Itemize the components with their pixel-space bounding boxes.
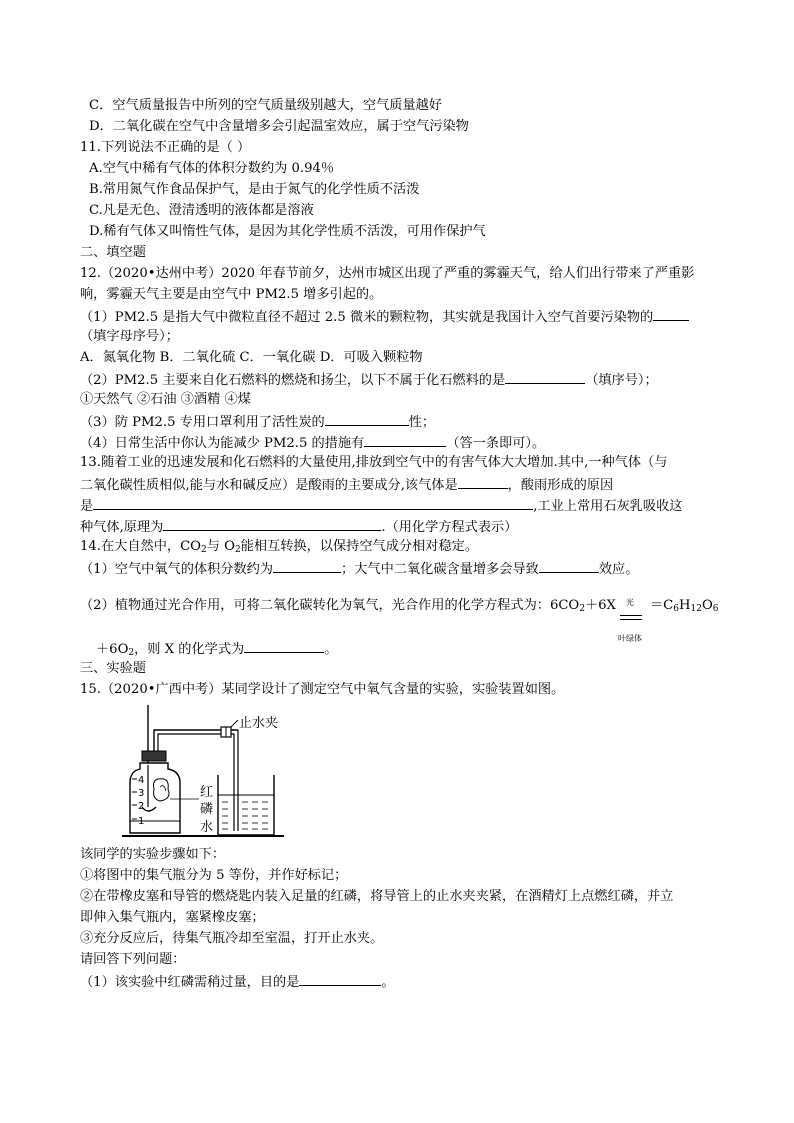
question-12-cont: 响，雾霾天气主要是由空气中 PM2.5 增多引起的。	[80, 287, 383, 302]
answer-blank	[364, 432, 446, 447]
answer-blank	[163, 516, 381, 531]
question-13: 13.随着工业的迅速发展和化石燃料的大量使用,排放到空气中的有害气体大大增加.其中,一种气体（与	[80, 455, 668, 470]
q14-part2-text-2: ＋6X	[584, 598, 616, 613]
q14-part2	[80, 596, 719, 643]
answer-blank	[505, 369, 585, 384]
q13-text-2: ，酸雨形成的原因	[507, 478, 614, 493]
apparatus-figure	[118, 703, 288, 841]
q14-part1-tail: 效应。	[598, 562, 639, 577]
q12-part2	[80, 369, 658, 391]
q14-text-2: 与 O	[206, 539, 235, 554]
clamp-leader-line	[231, 720, 238, 727]
subscript: 12	[690, 604, 702, 614]
question-13-line2	[80, 474, 613, 496]
condition-chlorophyll: 叶绿体	[617, 634, 642, 643]
q14-part2-text-5: O	[701, 598, 713, 613]
question-12: 12.（2020•达州中考）2020 年春节前夕，达州市城区出现了严重的雾霾天气，给人们出行带来了严重影	[80, 266, 695, 281]
q12-options: A．氮氧化物 B．二氧化硫 C．一氧化碳 D．可吸入颗粒物	[80, 350, 423, 365]
q12-part4-tail: （答一条即可）。	[446, 436, 546, 451]
section-fill-blank: 二、填空题	[80, 245, 146, 260]
q14-part2-text-7: ，则 X 的化学式为	[134, 642, 245, 657]
answer-prompt: 请回答下列问题：	[80, 952, 186, 967]
subscript: 2	[128, 648, 135, 658]
q12-part1	[80, 306, 689, 328]
q12-part3	[80, 411, 435, 433]
step-2-cont: 即伸入集气瓶内，塞紧橡皮塞；	[80, 910, 265, 925]
rubber-stopper	[142, 751, 166, 761]
water-dashes	[222, 802, 268, 829]
sub-question-1-text: （1）该实验中红磷需稍过量，目的是	[80, 975, 300, 990]
q11-option-c: C.凡是无色、澄清透明的液体都是溶液	[89, 203, 314, 218]
mark-1: 1	[138, 816, 145, 827]
question-14	[80, 537, 478, 560]
flame-shape	[154, 779, 170, 801]
condition-light: 光	[625, 598, 634, 607]
question-15: 15.（2020•广西中考）某同学设计了测定空气中氧气含量的实验，实验装置如图。	[80, 682, 565, 697]
question-11: 11.下列说法不正确的是（ ）	[80, 140, 251, 155]
q12-part1-text: （1）PM2.5 是指大气中微粒直径不超过 2.5 微米的颗粒物，其实就是我国计入空气首要污染物的	[80, 310, 654, 325]
q14-text: 14.在大自然中，CO	[80, 539, 201, 554]
answer-blank	[539, 558, 599, 573]
steps-intro: 该同学的实验步骤如下：	[80, 847, 226, 862]
subscript: 2	[234, 545, 241, 555]
q12-part1-cont: （填字母序号）；	[80, 329, 179, 344]
answer-blank	[273, 558, 341, 573]
q14-part2-text-6: ＋6O	[96, 642, 129, 657]
q12-part2-text: （2）PM2.5 主要来自化石燃料的燃烧和扬尘，以下不属于化石燃料的是	[80, 373, 506, 388]
answer-blank	[458, 474, 508, 489]
q14-part2-text: （2）植物通过光合作用，可将二氧化碳转化为氧气，光合作用的化学方程式为：6CO	[80, 598, 580, 613]
answer-blank	[653, 306, 689, 321]
q14-part2-text-3: ＝C	[649, 598, 674, 613]
q13-text-3: 是	[80, 499, 94, 514]
answer-blank	[244, 638, 324, 653]
mark-2: 2	[138, 801, 145, 812]
option-c: C．空气质量报告中所列的空气质量级别越大，空气质量越好	[89, 98, 442, 113]
q12-part4-text: （4）日常生活中你认为能减少 PM2.5 的措施有	[80, 436, 365, 451]
step-3: ③充分反应后，待集气瓶冷却至室温，打开止水夹。	[80, 931, 384, 946]
option-d: D．二氧化碳在空气中含量增多会引起温室效应，属于空气污染物	[89, 119, 469, 134]
question-13-line4	[80, 516, 517, 538]
mark-3: 3	[138, 788, 145, 799]
q12-part4	[80, 432, 545, 454]
equals-line-bottom	[620, 619, 642, 620]
q14-part2-text-4: H	[678, 598, 691, 613]
beaker	[218, 775, 274, 835]
subscript: 2	[201, 545, 207, 555]
q12-part2-tail: （填序号）；	[585, 373, 658, 388]
q14-text-3: 能相互转换，以保持空气成分相对稳定。	[240, 539, 479, 554]
q13-text: 二氧化碳性质相似,能与水和碱反应）是酸雨的主要成分,该气体是	[80, 478, 458, 493]
section-experiment: 三、实验题	[80, 661, 146, 676]
q12-part2-options: ①天然气 ②石油 ③酒精 ④煤	[80, 392, 251, 407]
q13-text-4: ,工业上常用石灰乳吸收这	[533, 499, 683, 514]
q12-part3-tail: 性；	[408, 415, 436, 430]
q11-option-d: D.稀有气体又叫惰性气体，是因为其化学性质不活泼，可用作保护气	[89, 224, 486, 239]
subscript: 6	[712, 604, 719, 614]
water-label: 水	[200, 820, 214, 835]
q12-part3-text: （3）防 PM2.5 专用口罩利用了活性炭的	[80, 415, 325, 430]
answer-blank	[325, 411, 409, 426]
sub-question-1	[80, 971, 395, 993]
answer-blank	[93, 495, 533, 510]
step-2: ②在带橡皮塞和导管的燃烧匙内装入足量的红磷，将导管上的止水夹夹紧，在酒精灯上点燃红磷，并立	[80, 889, 674, 904]
q14-part1	[80, 558, 638, 580]
answer-blank	[299, 971, 381, 986]
mark-4: 4	[138, 775, 145, 786]
sub-question-1-tail: 。	[381, 975, 395, 990]
q13-text-6: .（用化学方程式表示）	[381, 520, 518, 535]
red-phosphorus-label-2: 磷	[200, 802, 214, 817]
subscript: 2	[579, 604, 585, 614]
step-1: ①将图中的集气瓶分为 5 等份，并作好标记；	[80, 868, 348, 883]
q13-text-5: 种气体,原理为	[80, 520, 164, 535]
equals-line-top	[620, 615, 642, 616]
subscript: 6	[673, 604, 679, 614]
red-phosphorus-label-1: 红	[200, 785, 214, 800]
q14-part1-text: （1）空气中氧气的体积分数约为	[80, 562, 274, 577]
q14-part1-text-2: ；大气中二氧化碳含量增多会导致	[341, 562, 539, 577]
q11-option-b: B.常用氮气作食品保护气，是由于氮气的化学性质不活泼	[89, 182, 420, 197]
question-13-line3	[80, 495, 682, 517]
q11-option-a: A.空气中稀有气体的体积分数约为 0.94％	[89, 161, 335, 176]
q14-part2-tail: 。	[324, 642, 338, 657]
clamp-label: 止水夹	[239, 716, 279, 731]
